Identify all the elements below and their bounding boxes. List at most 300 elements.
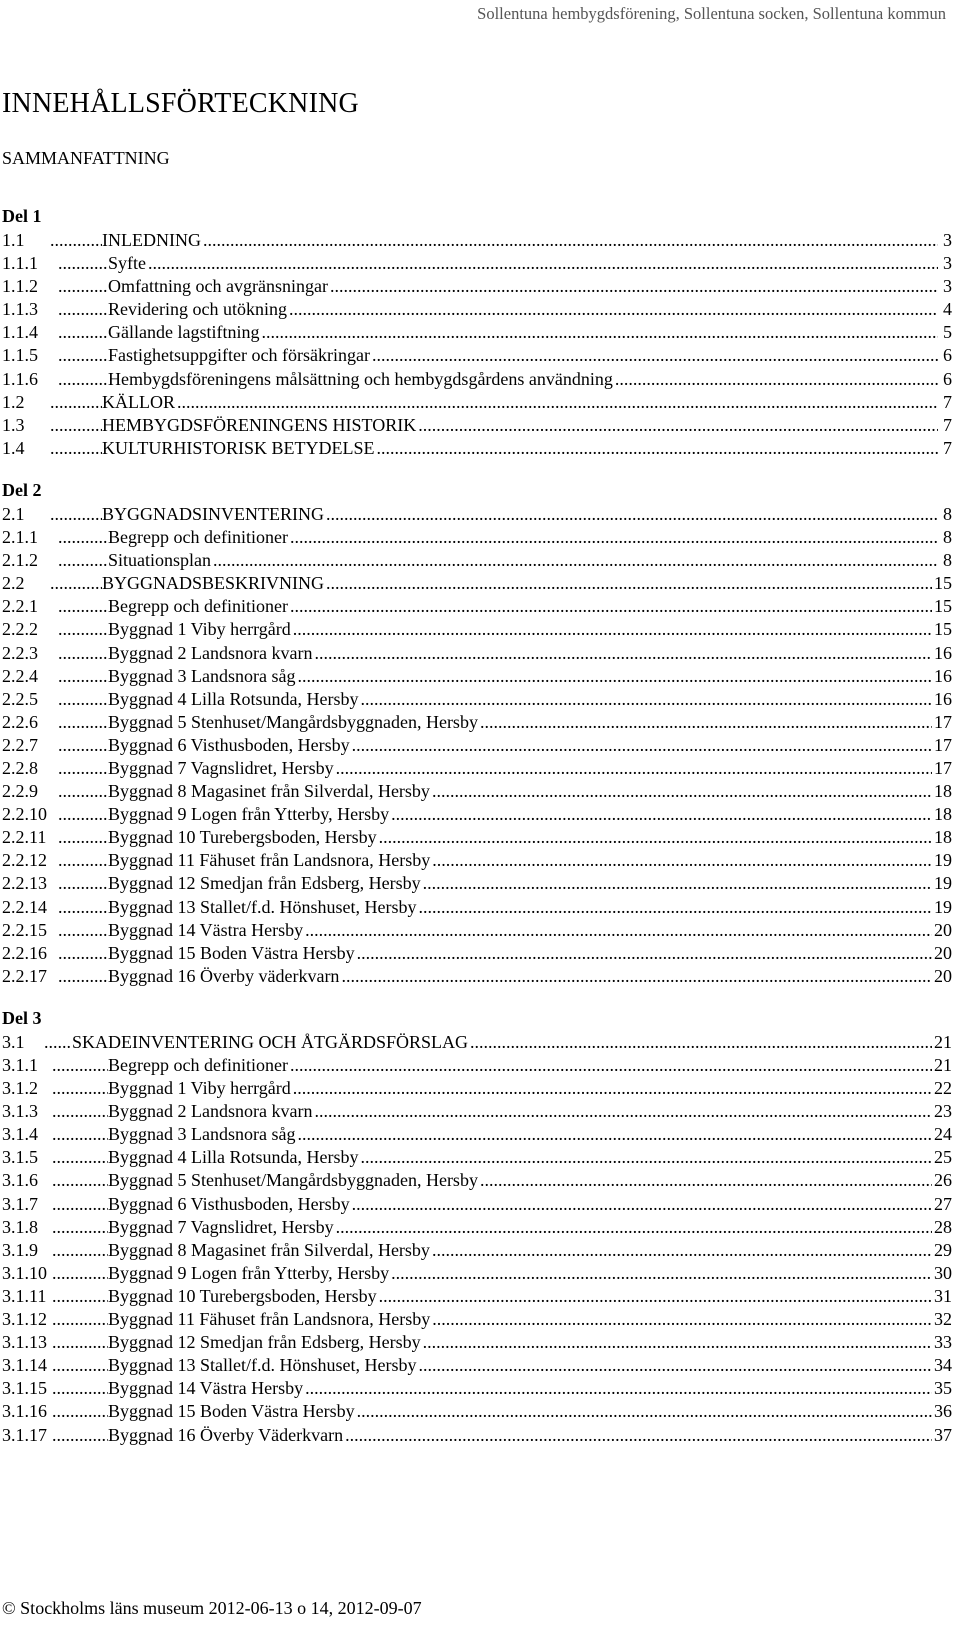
dot-leader <box>58 252 108 275</box>
dot-leader <box>290 595 932 618</box>
dot-leader <box>305 919 932 942</box>
dot-leader <box>432 1239 932 1262</box>
toc-entry-number: 3.1.13 <box>2 1332 47 1353</box>
toc-entry-title: Byggnad 14 Västra Hersby <box>108 919 304 940</box>
dot-leader <box>305 1377 932 1400</box>
dot-leader <box>418 414 938 437</box>
toc-entry-number: 2.2.9 <box>2 781 38 802</box>
dot-leader <box>326 572 932 595</box>
dot-leader <box>293 618 932 641</box>
toc-entry-number: 2.2.8 <box>2 757 38 778</box>
dot-leader <box>330 275 938 298</box>
dot-leader <box>50 414 102 437</box>
dot-leader <box>58 275 108 298</box>
toc-entry-title: Byggnad 16 Överby Väderkvarn <box>108 1424 344 1445</box>
toc-entry-page: 4 <box>943 299 952 320</box>
toc-entry-page: 6 <box>943 345 952 366</box>
dot-leader <box>58 896 108 919</box>
dot-leader <box>148 252 938 275</box>
toc-entry-number: 3.1.10 <box>2 1262 47 1283</box>
toc-entry-number: 1.1 <box>2 230 25 250</box>
dot-leader <box>58 526 108 549</box>
dot-leader <box>418 896 932 919</box>
toc-entry[interactable] <box>2 275 952 298</box>
toc-entry-number: 3.1.12 <box>2 1309 47 1330</box>
toc-entry[interactable] <box>2 1354 952 1377</box>
dot-leader <box>52 1239 108 1262</box>
toc-entry-title: Byggnad 16 Överby väderkvarn <box>108 965 340 986</box>
toc-entry-title: Byggnad 14 Västra Hersby <box>108 1378 304 1399</box>
toc-entry-title: Byggnad 15 Boden Västra Hersby <box>108 942 355 963</box>
dot-leader <box>372 344 938 367</box>
toc-entry-number: 3.1.14 <box>2 1355 47 1376</box>
dot-leader <box>52 1100 108 1123</box>
toc-entry-page: 20 <box>934 919 952 940</box>
toc-entry[interactable] <box>2 688 952 711</box>
toc-entry-page: 7 <box>943 437 952 458</box>
dot-leader <box>360 1146 932 1169</box>
toc-entry-title: Byggnad 5 Stenhuset/Mangårdsbyggnaden, Hersby <box>108 1170 478 1191</box>
toc-entry-title: Byggnad 2 Landsnora kvarn <box>108 1101 313 1122</box>
toc-entry[interactable] <box>2 872 952 895</box>
toc-entry-number: 1.1.3 <box>2 299 38 320</box>
toc-entry-page: 24 <box>934 1124 952 1145</box>
dot-leader <box>290 526 938 549</box>
dot-leader <box>52 1331 108 1354</box>
toc-entry[interactable] <box>2 1424 952 1447</box>
toc-entry-number: 2.2.16 <box>2 942 47 963</box>
toc-entry-title: Byggnad 7 Vagnslidret, Hersby <box>108 757 334 778</box>
dot-leader <box>423 1331 932 1354</box>
toc-entry-page: 17 <box>934 734 952 755</box>
toc-entry-number: 1.1.5 <box>2 345 38 366</box>
toc-entry-number: 1.1.4 <box>2 322 38 343</box>
toc-entry[interactable] <box>2 942 952 965</box>
table-of-contents <box>2 204 952 1447</box>
toc-entry-number: 3.1.6 <box>2 1170 38 1191</box>
toc-entry-page: 8 <box>943 527 952 548</box>
toc-entry-title: Byggnad 11 Fähuset från Landsnora, Hersby <box>108 850 431 871</box>
toc-entry-page: 20 <box>934 942 952 963</box>
dot-leader <box>58 595 108 618</box>
dot-leader <box>52 1054 108 1077</box>
dot-leader <box>297 1123 932 1146</box>
dot-leader <box>58 344 108 367</box>
toc-entry-page: 19 <box>934 873 952 894</box>
toc-entry[interactable] <box>2 665 952 688</box>
copyright-footer: © Stockholms läns museum 2012-06-13 o 14, 2012-09-07 <box>2 1598 422 1618</box>
dot-leader <box>44 1031 72 1054</box>
dot-leader <box>58 688 108 711</box>
toc-entry[interactable] <box>2 1262 952 1285</box>
toc-entry-page: 21 <box>934 1031 952 1052</box>
dot-leader <box>52 1262 108 1285</box>
toc-entry[interactable] <box>2 1077 952 1100</box>
dot-leader <box>50 437 102 460</box>
dot-leader <box>615 368 938 391</box>
toc-entry-title: Begrepp och definitioner <box>108 596 288 617</box>
dot-leader <box>314 1100 932 1123</box>
toc-entry-title: BYGGNADSBESKRIVNING <box>102 573 325 594</box>
toc-entry-title: BYGGNADSINVENTERING <box>102 503 324 524</box>
toc-entry-title: Omfattning och avgränsningar <box>108 276 328 297</box>
toc-entry-title: Byggnad 6 Visthusboden, Hersby <box>108 734 350 755</box>
toc-entry-number: 3.1.16 <box>2 1401 47 1422</box>
dot-leader <box>50 229 102 252</box>
toc-entry-title: Begrepp och definitioner <box>108 1055 288 1075</box>
toc-entry-title: Syfte <box>108 253 146 274</box>
toc-entry-number: 2.2.15 <box>2 919 47 940</box>
toc-entry-page: 31 <box>934 1285 952 1306</box>
dot-leader <box>52 1193 108 1216</box>
dot-leader <box>58 711 108 734</box>
dot-leader <box>213 549 938 572</box>
dot-leader <box>391 1262 932 1285</box>
toc-entry[interactable] <box>2 549 952 572</box>
toc-entry-page: 22 <box>934 1078 952 1099</box>
toc-entry-number: 2.2.11 <box>2 827 47 848</box>
dot-leader <box>52 1424 108 1447</box>
dot-leader <box>418 1354 932 1377</box>
toc-entry[interactable] <box>2 1054 952 1077</box>
toc-entry[interactable] <box>2 780 952 803</box>
toc-entry-page: 27 <box>934 1193 952 1214</box>
toc-entry-title: Byggnad 13 Stallet/f.d. Hönshuset, Hersby <box>108 1355 417 1376</box>
toc-entry[interactable] <box>2 368 952 391</box>
dot-leader <box>470 1031 932 1054</box>
dot-leader <box>58 780 108 803</box>
dot-leader <box>203 229 938 252</box>
toc-entry-title: Byggnad 8 Magasinet från Silverdal, Hersby <box>108 781 430 802</box>
dot-leader <box>58 321 108 344</box>
toc-entry-page: 28 <box>934 1216 952 1237</box>
toc-entry[interactable] <box>2 595 952 618</box>
toc-entry-page: 37 <box>934 1424 952 1445</box>
toc-entry-number: 2.2.6 <box>2 711 38 732</box>
dot-leader <box>379 826 932 849</box>
toc-entry-page: 25 <box>934 1147 952 1168</box>
toc-entry-title: KULTURHISTORISK BETYDELSE <box>102 437 375 458</box>
toc-entry[interactable] <box>2 803 952 826</box>
toc-entry-number: 2.2.14 <box>2 896 47 917</box>
dot-leader <box>52 1169 108 1192</box>
dot-leader <box>58 642 108 665</box>
toc-entry[interactable] <box>2 437 952 460</box>
toc-entry[interactable] <box>2 826 952 849</box>
dot-leader <box>261 321 938 344</box>
dot-leader <box>314 642 932 665</box>
toc-entry-title: Hembygdsföreningens målsättning och hembygdsgårdens användning <box>108 368 613 389</box>
toc-entry-page: 8 <box>943 550 952 571</box>
toc-entry-page: 36 <box>934 1401 952 1422</box>
page-title: INNEHÅLLSFÖRTECKNING <box>2 88 359 119</box>
toc-entry[interactable] <box>2 1285 952 1308</box>
toc-entry[interactable] <box>2 1239 952 1262</box>
toc-entry-page: 29 <box>934 1239 952 1260</box>
toc-entry-title: Byggnad 1 Viby herrgård <box>108 619 291 640</box>
toc-entry-page: 3 <box>943 276 952 297</box>
dot-leader <box>297 665 932 688</box>
toc-entry-page: 17 <box>934 757 952 778</box>
toc-entry[interactable] <box>2 321 952 344</box>
toc-entry[interactable] <box>2 896 952 919</box>
toc-entry-title: Situationsplan <box>108 550 211 571</box>
toc-entry-number: 2.1.1 <box>2 527 38 548</box>
dot-leader <box>326 503 938 526</box>
toc-entry-number: 2.1.2 <box>2 550 38 571</box>
toc-entry-page: 35 <box>934 1378 952 1399</box>
toc-entry-page: 16 <box>934 642 952 663</box>
dot-leader <box>58 872 108 895</box>
dot-leader <box>58 942 108 965</box>
section-heading: Del 1 <box>2 206 42 226</box>
dot-leader <box>336 757 932 780</box>
toc-entry-page: 7 <box>943 414 952 435</box>
toc-entry-number: 3.1.4 <box>2 1124 38 1145</box>
toc-entry-page: 23 <box>934 1101 952 1122</box>
toc-entry[interactable] <box>2 849 952 872</box>
toc-entry-number: 3.1.8 <box>2 1216 38 1237</box>
toc-entry-number: 2.2.5 <box>2 688 38 709</box>
toc-entry-page: 19 <box>934 896 952 917</box>
toc-entry[interactable] <box>2 1331 952 1354</box>
toc-entry-title: Byggnad 3 Landsnora såg <box>108 1124 296 1145</box>
toc-entry-page: 7 <box>943 391 952 412</box>
dot-leader <box>290 1054 932 1077</box>
toc-entry-number: 2.2.2 <box>2 619 38 640</box>
toc-entry-number: 2.2.4 <box>2 665 38 686</box>
dot-leader <box>58 803 108 826</box>
dot-leader <box>52 1308 108 1331</box>
toc-entry-number: 2.2.13 <box>2 873 47 894</box>
dot-leader <box>432 849 932 872</box>
toc-entry-number: 3.1.2 <box>2 1078 38 1099</box>
dot-leader <box>336 1216 932 1239</box>
dot-leader <box>379 1285 932 1308</box>
toc-entry-title: Byggnad 4 Lilla Rotsunda, Hersby <box>108 688 359 709</box>
dot-leader <box>391 803 932 826</box>
toc-entry[interactable] <box>2 526 952 549</box>
toc-entry-number: 2.2 <box>2 573 25 594</box>
toc-entry[interactable] <box>2 344 952 367</box>
toc-entry-number: 3.1.7 <box>2 1193 38 1214</box>
toc-entry-title: Byggnad 9 Logen från Ytterby, Hersby <box>108 804 390 825</box>
toc-entry-number: 2.1 <box>2 503 25 524</box>
dot-leader <box>293 1077 932 1100</box>
dot-leader <box>52 1123 108 1146</box>
toc-entry[interactable] <box>2 734 952 757</box>
toc-entry-title: Byggnad 7 Vagnslidret, Hersby <box>108 1216 334 1237</box>
dot-leader <box>357 942 932 965</box>
dot-leader <box>58 849 108 872</box>
dot-leader <box>58 965 108 988</box>
dot-leader <box>52 1285 108 1308</box>
toc-entry-title: Byggnad 5 Stenhuset/Mangårdsbyggnaden, Hersby <box>108 711 478 732</box>
toc-entry-number: 2.2.7 <box>2 734 38 755</box>
toc-entry-title: Byggnad 4 Lilla Rotsunda, Hersby <box>108 1147 359 1168</box>
toc-entry-page: 26 <box>934 1170 952 1191</box>
toc-entry-page: 6 <box>943 368 952 389</box>
toc-entry-number: 2.2.3 <box>2 642 38 663</box>
toc-entry[interactable] <box>2 572 952 595</box>
toc-entry-title: Byggnad 3 Landsnora såg <box>108 665 296 686</box>
toc-entry[interactable] <box>2 757 952 780</box>
toc-entry-number: 3.1 <box>2 1031 25 1052</box>
toc-entry-page: 18 <box>934 781 952 802</box>
toc-entry-page: 3 <box>943 253 952 274</box>
toc-entry-page: 5 <box>943 322 952 343</box>
dot-leader <box>377 437 938 460</box>
dot-leader <box>58 368 108 391</box>
dot-leader <box>345 1424 932 1447</box>
dot-leader <box>58 919 108 942</box>
toc-entry-page: 19 <box>934 850 952 871</box>
toc-entry-page: 15 <box>934 596 952 617</box>
toc-entry[interactable] <box>2 919 952 942</box>
dot-leader <box>52 1216 108 1239</box>
toc-entry-page: 15 <box>934 619 952 640</box>
toc-entry-number: 1.4 <box>2 437 25 458</box>
toc-entry[interactable] <box>2 1216 952 1239</box>
toc-entry-number: 1.3 <box>2 414 25 435</box>
toc-entry-page: 8 <box>943 503 952 524</box>
dot-leader <box>52 1354 108 1377</box>
toc-entry-title: Byggnad 10 Turebergsboden, Hersby <box>108 1285 377 1306</box>
toc-entry[interactable] <box>2 391 952 414</box>
toc-entry-number: 2.2.12 <box>2 850 47 871</box>
toc-entry-number: 3.1.1 <box>2 1055 38 1075</box>
toc-entry-title: KÄLLOR <box>102 391 175 412</box>
toc-entry-title: Gällande lagstiftning <box>108 322 260 343</box>
dot-leader <box>357 1400 932 1423</box>
toc-entry-number: 2.2.10 <box>2 804 47 825</box>
dot-leader <box>352 1193 932 1216</box>
toc-entry-page: 30 <box>934 1262 952 1283</box>
toc-entry-title: Byggnad 1 Viby herrgård <box>108 1078 291 1099</box>
dot-leader <box>480 711 932 734</box>
toc-entry[interactable] <box>2 1193 952 1216</box>
dot-leader <box>360 688 932 711</box>
toc-entry[interactable] <box>2 1146 952 1169</box>
toc-entry[interactable] <box>2 229 952 252</box>
toc-entry[interactable] <box>2 298 952 321</box>
section-heading: Del 2 <box>2 479 42 500</box>
dot-leader <box>58 298 108 321</box>
toc-entry-number: 1.1.2 <box>2 276 38 297</box>
toc-entry[interactable] <box>2 1169 952 1192</box>
toc-entry[interactable] <box>2 1377 952 1400</box>
toc-entry-page: 20 <box>934 965 952 986</box>
toc-entry[interactable] <box>2 618 952 641</box>
dot-leader <box>341 965 932 988</box>
toc-entry-title: Revidering och utökning <box>108 299 287 320</box>
toc-entry-number: 3.1.15 <box>2 1378 47 1399</box>
toc-entry-title: Byggnad 8 Magasinet från Silverdal, Hersby <box>108 1239 430 1260</box>
dot-leader <box>58 618 108 641</box>
toc-entry[interactable] <box>2 1123 952 1146</box>
section-heading: Del 3 <box>2 1007 42 1028</box>
toc-entry-number: 1.2 <box>2 391 25 412</box>
toc-entry-title: Byggnad 12 Smedjan från Edsberg, Hersby <box>108 1332 421 1353</box>
toc-entry[interactable] <box>2 503 952 526</box>
toc-entry-number: 3.1.5 <box>2 1147 38 1168</box>
dot-leader <box>177 391 938 414</box>
toc-entry-title: Byggnad 9 Logen från Ytterby, Hersby <box>108 1262 390 1283</box>
toc-entry[interactable] <box>2 1308 952 1331</box>
toc-entry-title: Byggnad 12 Smedjan från Edsberg, Hersby <box>108 873 421 894</box>
dot-leader <box>52 1146 108 1169</box>
toc-entry-title: Byggnad 2 Landsnora kvarn <box>108 642 313 663</box>
toc-entry-title: Byggnad 6 Visthusboden, Hersby <box>108 1193 350 1214</box>
dot-leader <box>423 872 932 895</box>
dot-leader <box>58 734 108 757</box>
toc-entry[interactable] <box>2 1100 952 1123</box>
toc-entry-number: 1.1.1 <box>2 253 38 274</box>
toc-entry-number: 3.1.11 <box>2 1285 47 1306</box>
toc-entry-number: 2.2.17 <box>2 965 47 986</box>
summary-heading: SAMMANFATTNING <box>2 148 170 168</box>
dot-leader <box>432 780 932 803</box>
toc-entry-number: 3.1.3 <box>2 1101 38 1122</box>
dot-leader <box>50 391 102 414</box>
toc-entry[interactable] <box>2 252 952 275</box>
toc-entry-page: 3 <box>943 230 952 250</box>
toc-entry-title: Begrepp och definitioner <box>108 527 288 548</box>
toc-entry-page: 16 <box>934 665 952 686</box>
toc-entry[interactable] <box>2 1031 952 1054</box>
dot-leader <box>58 757 108 780</box>
toc-entry-title: HEMBYGDSFÖRENINGENS HISTORIK <box>102 414 417 435</box>
dot-leader <box>52 1400 108 1423</box>
toc-entry-title: Byggnad 11 Fähuset från Landsnora, Hersby <box>108 1309 431 1330</box>
dot-leader <box>52 1377 108 1400</box>
toc-entry[interactable] <box>2 642 952 665</box>
toc-entry-title: Byggnad 10 Turebergsboden, Hersby <box>108 827 377 848</box>
toc-entry[interactable] <box>2 711 952 734</box>
toc-entry[interactable] <box>2 1400 952 1423</box>
toc-entry-page: 18 <box>934 804 952 825</box>
dot-leader <box>50 572 102 595</box>
dot-leader <box>52 1077 108 1100</box>
toc-entry[interactable] <box>2 965 952 988</box>
dot-leader <box>58 665 108 688</box>
dot-leader <box>432 1308 932 1331</box>
toc-entry-title: Byggnad 13 Stallet/f.d. Hönshuset, Hersby <box>108 896 417 917</box>
toc-entry-title: SKADEINVENTERING OCH ÅTGÄRDSFÖRSLAG <box>72 1031 469 1052</box>
toc-entry-page: 34 <box>934 1355 952 1376</box>
dot-leader <box>58 549 108 572</box>
dot-leader <box>58 826 108 849</box>
toc-entry[interactable] <box>2 414 952 437</box>
toc-entry-page: 33 <box>934 1332 952 1353</box>
dot-leader <box>289 298 938 321</box>
toc-entry-number: 3.1.17 <box>2 1424 47 1445</box>
toc-entry-page: 21 <box>934 1055 952 1075</box>
dot-leader <box>50 503 102 526</box>
toc-entry-number: 1.1.6 <box>2 368 38 389</box>
dot-leader <box>352 734 932 757</box>
toc-entry-page: 15 <box>934 573 952 594</box>
toc-entry-page: 32 <box>934 1309 952 1330</box>
toc-entry-page: 17 <box>934 711 952 732</box>
running-header: Sollentuna hembygdsförening, Sollentuna socken, Sollentuna kommun <box>477 4 946 23</box>
toc-entry-title: Fastighetsuppgifter och försäkringar <box>108 345 370 366</box>
toc-entry-page: 18 <box>934 827 952 848</box>
dot-leader <box>480 1169 932 1192</box>
toc-entry-page: 16 <box>934 688 952 709</box>
toc-entry-number: 2.2.1 <box>2 596 38 617</box>
toc-entry-title: Byggnad 15 Boden Västra Hersby <box>108 1401 355 1422</box>
